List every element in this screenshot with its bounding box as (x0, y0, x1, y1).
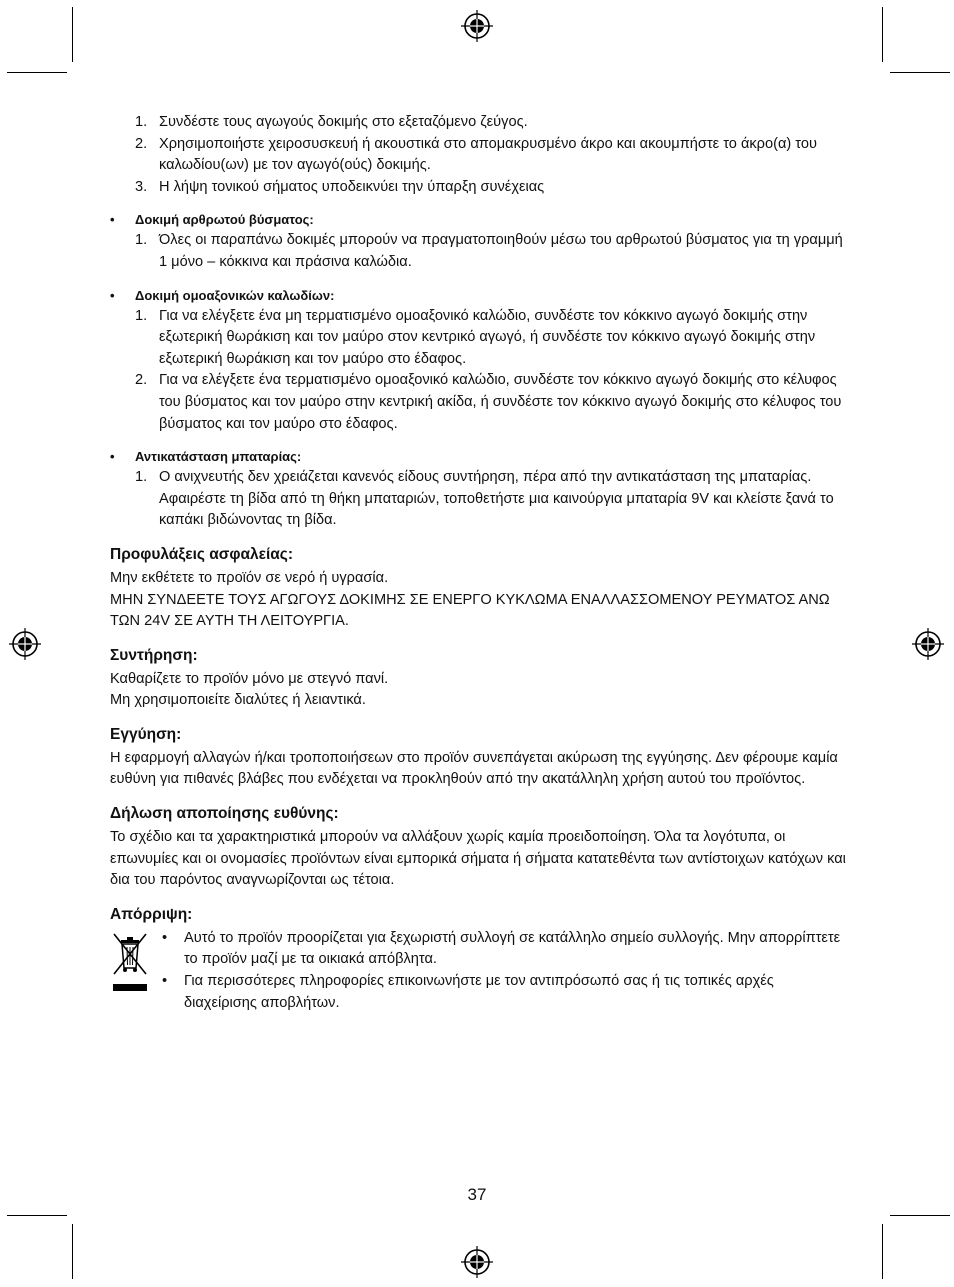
page-content (110, 112, 850, 1014)
step-text: Η λήψη τονικού σήματος υποδεικνύει την ύπαρξη συνέχειας (159, 178, 545, 195)
step-number: 2. (135, 135, 148, 152)
section-heading (110, 286, 850, 306)
step-item (110, 230, 850, 273)
crop-mark (882, 7, 883, 62)
registration-mark-icon (9, 628, 41, 660)
disposal-list (110, 928, 850, 1014)
crop-mark (882, 1224, 883, 1279)
step-number: 2. (135, 372, 148, 389)
disposal-text: Αυτό το προϊόν προορίζεται για ξεχωριστή συλλογή σε κατάλληλο σημείο συλλογής. Μην απορρίπτετε το προϊόν μαζί με τα οικιακά απόβλητα. (184, 929, 841, 968)
section-title: Δοκιμή αρθρωτού βύσματος: (135, 212, 314, 228)
registration-mark-icon (912, 628, 944, 660)
disposal-text: Για περισσότερες πληροφορίες επικοινωνήστε με τον αντιπρόσωπό σας ή τις τοπικές αρχές διαχείρισης αποβλήτων. (184, 973, 774, 1011)
safety-line: ΜΗΝ ΣΥΝΔΕΕΤΕ ΤΟΥΣ ΑΓΩΓΟΥΣ ΔΟΚΙΜΗΣ ΣΕ ΕΝΕΡΓΟ ΚΥΚΛΩΜΑ ΕΝΑΛΛΑΣΣΟΜΕΝΟΥ ΡΕΥΜΑΤΟΣ ΑΝΩ ΤΩΝ 24V ΣΕ ΑΥΤΗ ΤΗ ΛΕΙΤΟΥΡΓΙΑ. (110, 591, 830, 630)
step-item (110, 370, 850, 435)
bullet: • (110, 212, 115, 228)
section-steps (110, 467, 850, 532)
list-item (162, 928, 850, 971)
disclaimer-text: Το σχέδιο και τα χαρακτηριστικά μπορούν να αλλάξουν χωρίς καμία προειδοποίηση. Όλα τα λογότυπα, οι επωνυμίες και οι ονομασίες προϊόντων είναι εμπορικά σήματα ή σήματα κατατεθέντα των αντίστοιχων κατόχων και δια του παρόντος αναγνωρίζονται ως τέτοια. (110, 829, 846, 889)
crop-mark (7, 72, 67, 73)
disclaimer-heading: Δήλωση αποποίησης ευθύνης: (110, 805, 339, 823)
section-title: Δοκιμή ομοαξονικών καλωδίων: (135, 287, 335, 303)
warranty-text: Η εφαρμογή αλλαγών ή/και τροποποιήσεων στο προϊόν συνεπάγεται ακύρωση της εγγύησης. Δεν φέρουμε καμία ευθύνη για πιθανές βλάβες που ενδέχεται να προκληθούν από την ακατάλληλη χρήση αυτού του προϊόντος. (110, 749, 838, 788)
section-title: Αντικατάσταση μπαταρίας: (135, 449, 302, 465)
step-item (110, 306, 850, 371)
warranty-heading: Εγγύηση: (110, 725, 182, 743)
maintenance-line: Καθαρίζετε το προϊόν μόνο με στεγνό πανί. (110, 670, 389, 687)
bullet: • (162, 929, 168, 946)
section-heading (110, 447, 850, 467)
list-item (162, 971, 850, 1014)
registration-mark-icon (461, 1246, 493, 1278)
bullet: • (110, 287, 115, 303)
step-number: 3. (135, 178, 148, 195)
weee-crossed-bin-icon (110, 930, 150, 994)
crop-mark (72, 7, 73, 62)
crop-mark (890, 72, 950, 73)
bullet: • (162, 973, 168, 990)
page-number: 37 (467, 1185, 487, 1204)
step-number: 1. (135, 469, 148, 486)
step-text: Συνδέστε τους αγωγούς δοκιμής στο εξεταζόμενο ζεύγος. (159, 114, 528, 130)
step-text: Ο ανιχνευτής δεν χρειάζεται κανενός είδους συντήρηση, πέρα από την αντικατάσταση της μπαταρίας. (159, 469, 812, 486)
crop-mark (72, 1224, 73, 1279)
registration-mark-icon (461, 10, 493, 42)
step-item (110, 112, 850, 134)
disposal-heading: Απόρριψη: (110, 905, 193, 923)
section-steps (110, 306, 850, 436)
section-steps (110, 230, 850, 273)
step-item (110, 134, 850, 177)
section-heading (110, 210, 850, 230)
step-item (110, 177, 850, 199)
step-text-extra: Αφαιρέστε τη βίδα από τη θήκη μπαταριών, τοποθετήστε μια καινούργια μπαταρία 9V και κλείστε ξανά το καπάκι βιδώνοντας τη βίδα. (159, 490, 834, 529)
step-number: 1. (135, 114, 148, 130)
intro-steps (110, 112, 850, 198)
step-text: Όλες οι παραπάνω δοκιμές μπορούν να πραγματοποιηθούν μέσω του αρθρωτού βύσματος για τη γραμμή 1 μόνο – κόκκινα και πράσινα καλώδια. (159, 232, 843, 270)
crop-mark (890, 1215, 950, 1216)
disposal-block (110, 928, 850, 1014)
step-text: Για να ελέγξετε ένα τερματισμένο ομοαξονικό καλώδιο, συνδέστε τον κόκκινο αγωγό δοκιμής στο κέλυφος του βύσματος και τον μαύρο στην κεντρική ακίδα, ή συνδέστε τον κόκκινο αγωγό δοκιμής στο κέλυφος του βύσματος και τον μαύρο στο έδαφος. (159, 372, 842, 432)
step-number: 1. (135, 307, 148, 324)
safety-heading: Προφυλάξεις ασφαλείας: (110, 545, 294, 563)
maintenance-line: Μη χρησιμοποιείτε διαλύτες ή λειαντικά. (110, 692, 366, 709)
bullet: • (110, 449, 115, 465)
safety-line: Μην εκθέτετε το προϊόν σε νερό ή υγρασία. (110, 569, 389, 586)
step-text: Για να ελέγξετε ένα μη τερματισμένο ομοαξονικό καλώδιο, συνδέστε τον κόκκινο αγωγό δοκιμής στην εξωτερική θωράκιση και τον μαύρο στον κεντρικό αγωγό, ή συνδέστε τον κόκκινο αγωγό δοκιμής στην εξωτερική θωράκιση και τον μαύρο στο έδαφος. (159, 307, 816, 367)
step-item (110, 467, 850, 532)
crop-mark (7, 1215, 67, 1216)
step-text: Χρησιμοποιήστε χειροσυσκευή ή ακουστικά στο απομακρυσμένο άκρο και ακουμπήστε το άκρο(α) του καλωδίου(ων) με τον αγωγό(ούς) δοκιμής. (159, 135, 817, 174)
step-number: 1. (135, 232, 148, 249)
maintenance-heading: Συντήρηση: (110, 646, 198, 664)
